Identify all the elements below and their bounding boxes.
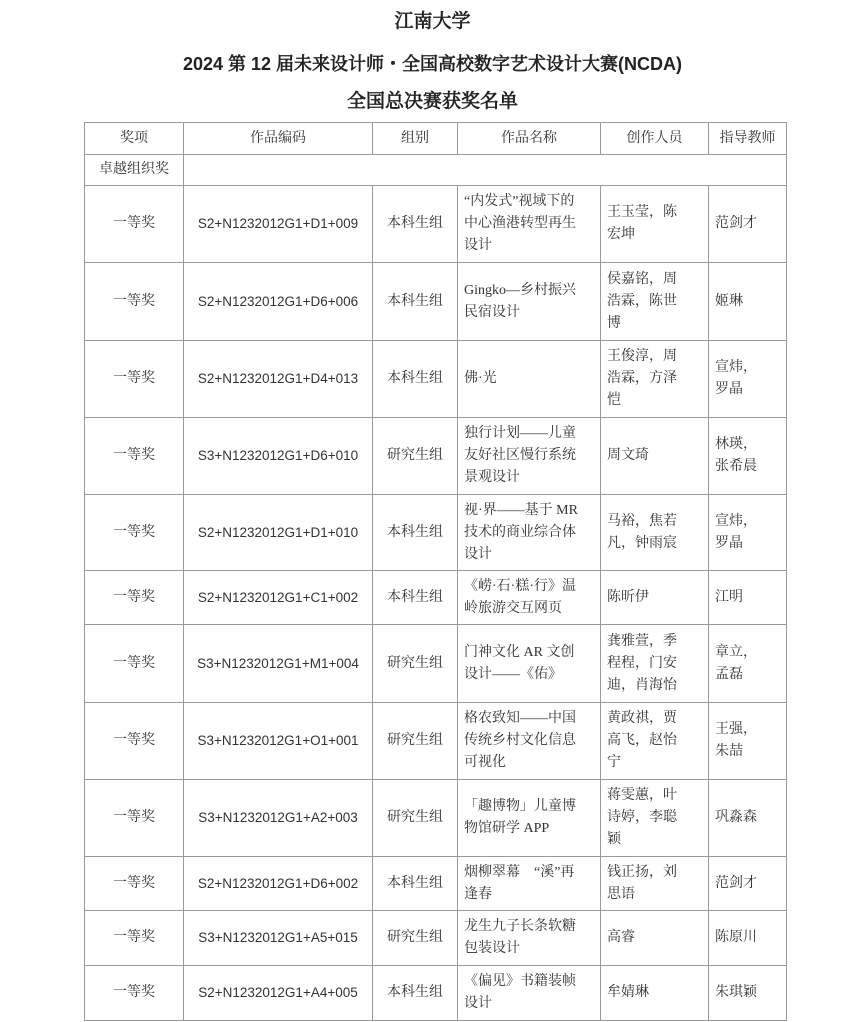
table-row <box>85 341 787 418</box>
creators-cell: 王玉莹，陈 宏坤 <box>601 186 709 263</box>
award-cell: 一等奖 <box>85 341 184 418</box>
award-cell: 一等奖 <box>85 263 184 341</box>
advisor-cell: 范剑才 <box>709 186 787 263</box>
table-row <box>85 966 787 1021</box>
column-header-group: 组别 <box>373 123 458 155</box>
code-cell: S2+N1232012G1+C1+002 <box>184 571 373 625</box>
code-cell: S2+N1232012G1+A4+005 <box>184 966 373 1021</box>
creators-cell: 黄政祺，贾 高飞，赵怡 宁 <box>601 703 709 780</box>
award-cell: 一等奖 <box>85 625 184 703</box>
table-row <box>85 186 787 263</box>
creators-cell: 龚雅萱，季 程程，门安 迪，肖海怡 <box>601 625 709 703</box>
advisor-cell: 章立， 孟磊 <box>709 625 787 703</box>
title-cell: “内发式”视域下的 中心渔港转型再生 设计 <box>458 186 601 263</box>
code-cell: S2+N1232012G1+D6+006 <box>184 263 373 341</box>
table-row <box>85 571 787 625</box>
code-cell: S3+N1232012G1+M1+004 <box>184 625 373 703</box>
advisor-cell: 范剑才 <box>709 857 787 911</box>
group-cell: 本科生组 <box>373 571 458 625</box>
creators-cell: 陈昕伊 <box>601 571 709 625</box>
group-cell: 本科生组 <box>373 966 458 1021</box>
advisor-cell: 巩淼森 <box>709 780 787 857</box>
column-header-code: 作品编码 <box>184 123 373 155</box>
group-cell: 本科生组 <box>373 341 458 418</box>
title-cell: 门神文化 AR 文创 设计——《佑》 <box>458 625 601 703</box>
group-cell: 本科生组 <box>373 495 458 571</box>
award-cell: 一等奖 <box>85 186 184 263</box>
advisor-cell: 姬琳 <box>709 263 787 341</box>
table-row <box>85 703 787 780</box>
code-cell: S3+N1232012G1+O1+001 <box>184 703 373 780</box>
title-cell: 《崂·石·糕·行》温 岭旅游交互网页 <box>458 571 601 625</box>
list-title: 全国总决赛获奖名单 <box>346 91 518 112</box>
group-cell: 研究生组 <box>373 780 458 857</box>
advisor-cell: 王强， 朱喆 <box>709 703 787 780</box>
title-cell: 格农致知——中国 传统乡村文化信息 可视化 <box>458 703 601 780</box>
group-cell: 研究生组 <box>373 625 458 703</box>
code-cell: S2+N1232012G1+D1+010 <box>184 495 373 571</box>
awards-table <box>84 122 787 1021</box>
award-cell: 一等奖 <box>85 703 184 780</box>
code-cell: S2+N1232012G1+D1+009 <box>184 186 373 263</box>
group-cell: 研究生组 <box>373 418 458 495</box>
column-header-award: 奖项 <box>85 123 184 155</box>
group-cell: 本科生组 <box>373 263 458 341</box>
title-cell: 佛·光 <box>458 341 601 418</box>
advisor-cell: 宣炜， 罗晶 <box>709 341 787 418</box>
award-cell: 一等奖 <box>85 780 184 857</box>
table-row <box>85 495 787 571</box>
code-cell: S2+N1232012G1+D4+013 <box>184 341 373 418</box>
creators-cell: 高睿 <box>601 911 709 966</box>
table-row <box>85 857 787 911</box>
title-cell: 独行计划——儿童 友好社区慢行系统 景观设计 <box>458 418 601 495</box>
table-row <box>85 780 787 857</box>
advisor-cell: 江明 <box>709 571 787 625</box>
creators-cell: 蒋雯蕙，叶 诗婷，李聪 颖 <box>601 780 709 857</box>
table-row <box>85 625 787 703</box>
table-header-row <box>85 123 787 155</box>
title-cell: 《偏见》书籍装帧 设计 <box>458 966 601 1021</box>
section-empty-cell <box>184 155 787 186</box>
table-row <box>85 263 787 341</box>
column-header-creators: 创作人员 <box>601 123 709 155</box>
column-header-title: 作品名称 <box>458 123 601 155</box>
creators-cell: 周文琦 <box>601 418 709 495</box>
group-cell: 研究生组 <box>373 911 458 966</box>
award-cell: 一等奖 <box>85 966 184 1021</box>
university-name: 江南大学 <box>394 11 471 32</box>
award-cell: 一等奖 <box>85 495 184 571</box>
column-header-advisor: 指导教师 <box>709 123 787 155</box>
table-row <box>85 911 787 966</box>
award-cell: 一等奖 <box>85 911 184 966</box>
advisor-cell: 朱琪颖 <box>709 966 787 1021</box>
group-cell: 本科生组 <box>373 857 458 911</box>
title-cell: 烟柳翠幕 “溪”再 逢春 <box>458 857 601 911</box>
section-row <box>85 155 787 186</box>
code-cell: S3+N1232012G1+A2+003 <box>184 780 373 857</box>
advisor-cell: 林瑛， 张希晨 <box>709 418 787 495</box>
award-cell: 一等奖 <box>85 571 184 625</box>
creators-cell: 王俊淳，周 浩霖，方泽 恺 <box>601 341 709 418</box>
code-cell: S2+N1232012G1+D6+002 <box>184 857 373 911</box>
award-cell: 一等奖 <box>85 418 184 495</box>
code-cell: S3+N1232012G1+D6+010 <box>184 418 373 495</box>
title-cell: 视·界——基于 MR 技术的商业综合体 设计 <box>458 495 601 571</box>
creators-cell: 钱正扬，刘 思语 <box>601 857 709 911</box>
award-cell: 一等奖 <box>85 857 184 911</box>
title-cell: 龙生九子长条软糖 包装设计 <box>458 911 601 966</box>
competition-title: 2024 第 12 届未来设计师・全国高校数字艺术设计大赛(NCDA) <box>182 54 683 74</box>
creators-cell: 马裕，焦若 凡，钟雨宸 <box>601 495 709 571</box>
section-label: 卓越组织奖 <box>85 155 184 186</box>
group-cell: 本科生组 <box>373 186 458 263</box>
advisor-cell: 陈原川 <box>709 911 787 966</box>
creators-cell: 侯嘉铭，周 浩霖，陈世 博 <box>601 263 709 341</box>
group-cell: 研究生组 <box>373 703 458 780</box>
title-cell: 「趣博物」儿童博 物馆研学 APP <box>458 780 601 857</box>
code-cell: S3+N1232012G1+A5+015 <box>184 911 373 966</box>
table-row <box>85 418 787 495</box>
title-cell: Gingko—乡村振兴 民宿设计 <box>458 263 601 341</box>
advisor-cell: 宣炜， 罗晶 <box>709 495 787 571</box>
creators-cell: 牟婧琳 <box>601 966 709 1021</box>
